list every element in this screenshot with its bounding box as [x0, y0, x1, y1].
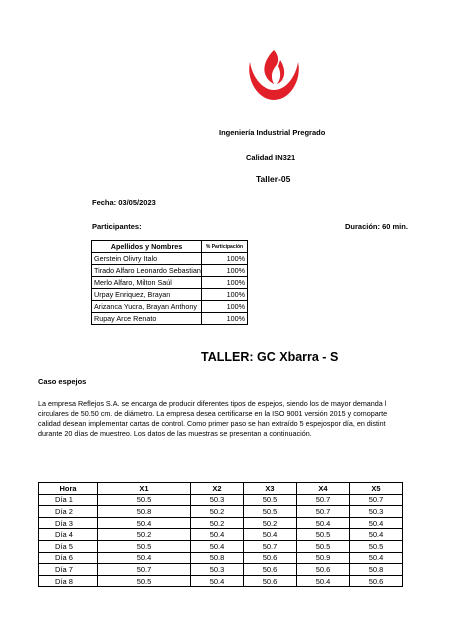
case-text-line: La empresa Reflejos S.A. se encarga de producir diferentes tipos de espejos, siendo los de mayor demanda l	[38, 399, 387, 408]
cell-x1: 50.5	[98, 494, 191, 506]
cell-x3: 50.7	[244, 540, 297, 552]
cell-hora: Día 7	[39, 564, 98, 576]
cell-x4: 50.5	[297, 529, 350, 541]
cell-hora: Día 3	[39, 517, 98, 529]
cell-x4: 50.7	[297, 506, 350, 518]
cell-x3: 50.6	[244, 575, 297, 587]
workshop-title: Taller-05	[256, 174, 291, 184]
cell-x1: 50.5	[98, 540, 191, 552]
participant-percent: 100%	[202, 289, 248, 301]
cell-x2: 50.4	[191, 529, 244, 541]
upc-flame-logo-icon	[244, 46, 304, 104]
case-title: Caso espejos	[38, 377, 87, 386]
table-row	[39, 506, 403, 518]
cell-x2: 50.3	[191, 564, 244, 576]
case-description	[38, 399, 410, 439]
cell-hora: Día 4	[39, 529, 98, 541]
table-row	[39, 494, 403, 506]
cell-x3: 50.4	[244, 529, 297, 541]
participant-name: Urpay Enriquez, Brayan	[92, 289, 202, 301]
participant-percent: 100%	[202, 265, 248, 277]
participant-name: Gerstein Olivry Italo	[92, 253, 202, 265]
cell-x3: 50.6	[244, 564, 297, 576]
cell-x2: 50.4	[191, 575, 244, 587]
table-row	[39, 540, 403, 552]
cell-x3: 50.5	[244, 506, 297, 518]
course-title: Calidad IN321	[246, 153, 296, 162]
participant-percent: 100%	[202, 277, 248, 289]
cell-x1: 50.2	[98, 529, 191, 541]
table-row	[39, 575, 403, 587]
table-row	[92, 289, 248, 301]
cell-x4: 50.4	[297, 517, 350, 529]
samples-header-row	[39, 483, 403, 495]
header-x4: X4	[297, 483, 350, 495]
participant-name: Rupay Arce Renato	[92, 313, 202, 325]
cell-x1: 50.4	[98, 552, 191, 564]
header-x3: X3	[244, 483, 297, 495]
cell-hora: Día 1	[39, 494, 98, 506]
participant-name: Tirado Alfaro Leonardo Sebastian	[92, 265, 202, 277]
case-text-line: circulares de 50.50 cm. de diámetro. La empresa desea certificarse en la ISO 9001 versión 2015 y comoparte	[38, 409, 388, 418]
participants-label: Participantes:	[92, 222, 142, 231]
header-x2: X2	[191, 483, 244, 495]
cell-hora: Día 5	[39, 540, 98, 552]
participant-percent: 100%	[202, 253, 248, 265]
participant-name: Merlo Alfaro, Milton Saúl	[92, 277, 202, 289]
case-text-line: calidad desean implementar cartas de control. Como primer paso se han extraído 5 espejospor día, en distint	[38, 419, 386, 428]
table-row	[39, 552, 403, 564]
cell-x5: 50.7	[350, 494, 403, 506]
date-label: Fecha: 03/05/2023	[92, 198, 156, 207]
cell-x5: 50.4	[350, 517, 403, 529]
cell-x2: 50.2	[191, 506, 244, 518]
program-title: Ingeniería Industrial Pregrado	[219, 128, 326, 137]
participant-percent: 100%	[202, 301, 248, 313]
cell-x2: 50.3	[191, 494, 244, 506]
cell-x2: 50.2	[191, 517, 244, 529]
samples-table	[38, 482, 403, 587]
cell-hora: Día 8	[39, 575, 98, 587]
cell-x2: 50.8	[191, 552, 244, 564]
header-x5: X5	[350, 483, 403, 495]
cell-x4: 50.7	[297, 494, 350, 506]
table-row	[39, 564, 403, 576]
cell-x5: 50.6	[350, 575, 403, 587]
participant-name: Arizanca Yucra, Brayan Anthony	[92, 301, 202, 313]
cell-x2: 50.4	[191, 540, 244, 552]
table-row	[92, 313, 248, 325]
header-x1: X1	[98, 483, 191, 495]
cell-hora: Día 6	[39, 552, 98, 564]
table-row	[92, 277, 248, 289]
table-row	[92, 253, 248, 265]
cell-x1: 50.4	[98, 517, 191, 529]
table-row	[39, 517, 403, 529]
cell-x4: 50.6	[297, 564, 350, 576]
cell-x4: 50.5	[297, 540, 350, 552]
main-title: TALLER: GC Xbarra - S	[201, 350, 339, 364]
header-hora: Hora	[39, 483, 98, 495]
cell-x5: 50.5	[350, 540, 403, 552]
cell-x5: 50.4	[350, 529, 403, 541]
participants-name-header: Apellidos y Nombres	[92, 241, 202, 253]
cell-x5: 50.3	[350, 506, 403, 518]
cell-x1: 50.8	[98, 506, 191, 518]
participants-table	[91, 240, 248, 325]
participants-percent-header: % Participación	[202, 241, 248, 253]
duration-label: Duración: 60 min.	[345, 222, 408, 231]
cell-x5: 50.4	[350, 552, 403, 564]
cell-hora: Día 2	[39, 506, 98, 518]
cell-x1: 50.7	[98, 564, 191, 576]
case-text-line: durante 20 días de muestreo. Los datos de las muestras se presentan a continuación.	[38, 429, 312, 438]
participant-percent: 100%	[202, 313, 248, 325]
cell-x3: 50.6	[244, 552, 297, 564]
table-row	[39, 529, 403, 541]
table-row	[92, 265, 248, 277]
table-row	[92, 301, 248, 313]
cell-x3: 50.5	[244, 494, 297, 506]
cell-x3: 50.2	[244, 517, 297, 529]
cell-x5: 50.8	[350, 564, 403, 576]
participants-header-row	[92, 241, 248, 253]
cell-x4: 50.9	[297, 552, 350, 564]
cell-x4: 50.4	[297, 575, 350, 587]
cell-x1: 50.5	[98, 575, 191, 587]
